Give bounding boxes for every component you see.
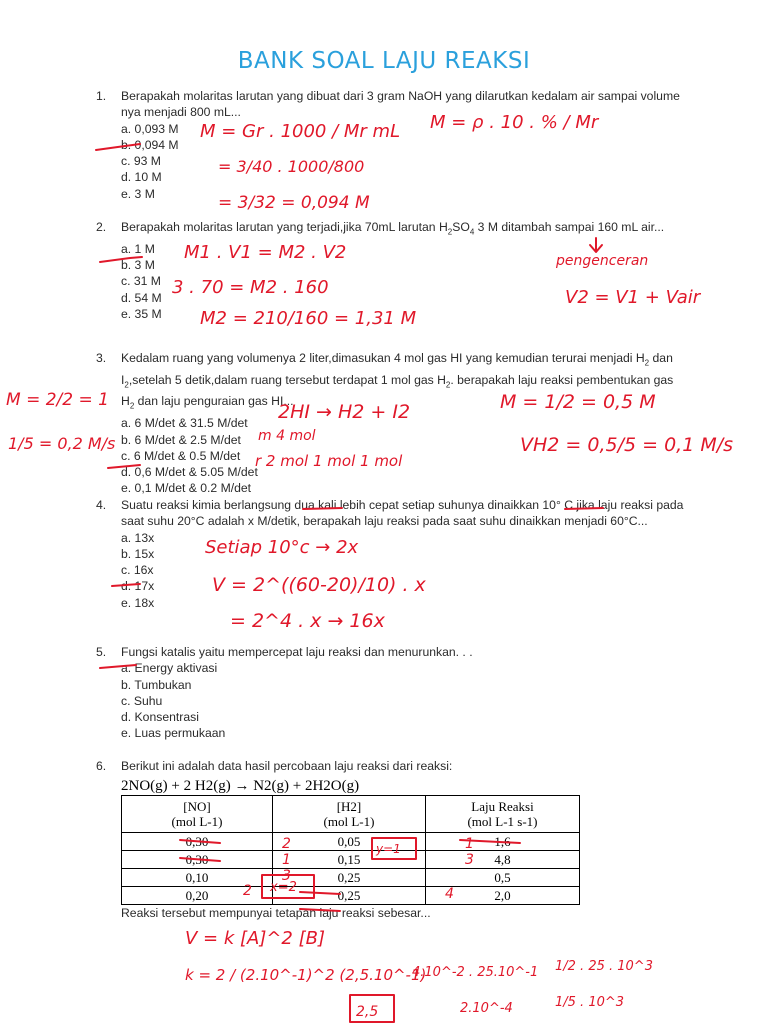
- hw-q6-answer-box: [350, 995, 394, 1022]
- experiment-data-table: [121, 795, 580, 905]
- option-b[interactable]: b. 0,094 M: [121, 137, 179, 152]
- hw-q1-step-1: = 3/40 . 1000/800: [218, 157, 365, 176]
- question-text: Fungsi katalis yaitu mempercepat laju reaksi dan menurunkan. . .: [121, 645, 473, 659]
- hw-q6-ratio-6: 2: [243, 883, 252, 899]
- column-header-no: [NO] (mol L-1): [122, 796, 273, 833]
- table-row: [122, 887, 580, 905]
- table-row: [122, 869, 580, 887]
- question-6-prompt: Reaksi tersebut mempunyai tetapan laju reaksi sebesar...: [121, 906, 431, 920]
- hw-q3-mol-start: m 4 mol: [258, 428, 316, 444]
- question-text: Berapakah molaritas larutan yang dibuat dari 3 gram NaOH yang dilarutkan kedalam air sampai volume nya menjadi 800 mL...: [121, 89, 680, 120]
- question-number: 5.: [96, 645, 107, 659]
- table-cell: 0,5: [426, 869, 580, 887]
- question-number: 1.: [96, 89, 107, 103]
- hw-q3-molarity: M = 2/2 = 1: [6, 390, 109, 410]
- option-e[interactable]: e. Luas permukaan: [121, 726, 226, 741]
- option-b[interactable]: b. 15x: [121, 546, 155, 561]
- option-a[interactable]: a. Energy aktivasi: [121, 661, 218, 676]
- hw-q3-concentration: M = 1/2 = 0,5 M: [500, 391, 656, 413]
- table-row: [122, 851, 580, 869]
- question-text: Berapakah molaritas larutan yang terjadi,jika 70mL larutan $H_2SO_4$ 3 M ditambah sampai 160 mL air...: [121, 220, 665, 237]
- option-a[interactable]: a. 13x: [121, 530, 155, 545]
- option-d[interactable]: d. Konsentrasi: [121, 710, 199, 725]
- hw-q1-formula-2: M = ρ . 10 . % / Mr: [430, 112, 599, 133]
- option-b[interactable]: b. 3 M: [121, 258, 155, 273]
- option-b[interactable]: b. 6 M/det & 2.5 M/det: [121, 432, 241, 447]
- table-header-row: [122, 796, 580, 833]
- hw-q3-reaction: 2HI → H2 + I2: [278, 401, 411, 423]
- table-row: [122, 833, 580, 851]
- question-text: Suatu reaksi kimia berlangsung dua kali lebih cepat setiap suhunya dinaikkan 10° C jika laju reaksi pada saat suhu 20°C adalah x M/detik, berapakah laju reaksi pada saat suhu dinaikkan menjadi 60°C...: [121, 498, 684, 529]
- option-c[interactable]: c. 6 M/det & 0.5 M/det: [121, 448, 241, 463]
- hw-q6-rate-law: V = k [A]^2 [B]: [185, 928, 325, 949]
- question-number: 3.: [96, 351, 107, 365]
- hw-q1-answer: = 3/32 = 0,094 M: [218, 193, 370, 213]
- hw-q6-answer: 2,5: [356, 1004, 379, 1020]
- question-1: [96, 88, 681, 202]
- hw-q2-answer: M2 = 210/160 = 1,31 M: [200, 308, 417, 329]
- table-cell: 0,25: [273, 869, 426, 887]
- question-number: 6.: [96, 759, 107, 773]
- hw-q1-formula-1: M = Gr . 1000 / Mr mL: [200, 121, 401, 142]
- option-c[interactable]: c. 31 M: [121, 274, 161, 289]
- hw-q4-answer: = 2^4 . x → 16x: [230, 610, 385, 632]
- option-e[interactable]: e. 3 M: [121, 186, 155, 201]
- table-cell: 0,30: [122, 833, 273, 851]
- table-cell: 0,15: [273, 851, 426, 869]
- question-2: [96, 219, 681, 322]
- question-text: Berikut ini adalah data hasil percobaan laju reaksi dari reaksi:: [121, 759, 453, 773]
- hw-q6-ratio-5: 3: [465, 852, 474, 868]
- hw-q3-mol-change: r 2 mol 1 mol 1 mol: [255, 452, 403, 470]
- option-d[interactable]: d. 17x: [121, 579, 155, 594]
- table-cell: 1,6: [426, 833, 580, 851]
- table-cell: 0,05: [273, 833, 426, 851]
- option-a[interactable]: a. 0,093 M: [121, 121, 179, 136]
- option-b[interactable]: b. Tumbukan: [121, 677, 192, 692]
- hw-q6-step-2: 1/2 . 25 . 10^3: [555, 959, 653, 974]
- hw-q6-step-1: 4.10^-2 . 25.10^-1: [412, 965, 539, 980]
- question-text: Kedalam ruang yang volumenya 2 liter,dimasukan 4 mol gas HI yang kemudian terurai menjadi $H_2$ dan $I_2,setelah$ 5 detik,dalam ruang tersebut terdapat 1 mol gas $H_2$. berapakah laju reaksi pembentukan gas $H_2$ dan laju penguraian gas HI...: [121, 351, 674, 411]
- question-5: [96, 644, 681, 742]
- option-c[interactable]: c. 16x: [121, 563, 154, 578]
- hw-q4-step: V = 2^((60-20)/10) . x: [212, 574, 426, 596]
- option-d[interactable]: d. 0,6 M/det & 5.05 M/det: [121, 465, 258, 480]
- column-header-rate: Laju Reaksi (mol L-1 s-1): [426, 796, 580, 833]
- hw-q6-ratio-7: 4: [445, 886, 454, 902]
- hw-q2-label: pengenceran: [556, 253, 649, 269]
- hw-q2-step: 3 . 70 = M2 . 160: [172, 277, 329, 298]
- table-cell: 0,25: [273, 887, 426, 905]
- table-cell: 0,20: [122, 887, 273, 905]
- hw-q6-x: x=2: [270, 880, 297, 895]
- hw-q6-ratio-1: 2: [282, 836, 291, 852]
- hw-q2-dilution: V2 = V1 + Vair: [565, 287, 701, 308]
- reaction-equation: 2NO(g) + 2 H2(g) → N2(g) + 2H2O(g): [121, 778, 360, 795]
- table-cell: 4,8: [426, 851, 580, 869]
- hw-q6-step-3: 2.10^-4: [460, 1001, 513, 1016]
- hw-q6-step-4: 1/5 . 10^3: [555, 995, 625, 1010]
- hw-q6-y: y=1: [376, 842, 401, 856]
- hw-q6-ratio-4: 1: [465, 836, 474, 852]
- option-d[interactable]: d. 10 M: [121, 170, 162, 185]
- table-cell: 0,30: [122, 851, 273, 869]
- table-cell: 2,0: [426, 887, 580, 905]
- option-e[interactable]: e. 35 M: [121, 306, 162, 321]
- hw-q6-k: k = 2 / (2.10^-1)^2 (2,5.10^-1): [185, 966, 427, 984]
- hw-q6-ratio-2: 1: [282, 852, 291, 868]
- hw-q2-formula: M1 . V1 = M2 . V2: [184, 242, 347, 263]
- option-a[interactable]: a. 1 M: [121, 241, 155, 256]
- option-e[interactable]: e. 18x: [121, 595, 155, 610]
- question-4: [96, 497, 684, 611]
- option-d[interactable]: d. 54 M: [121, 290, 162, 305]
- question-3: [96, 350, 681, 497]
- hw-q3-rate: VH2 = 0,5/5 = 0,1 M/s: [520, 434, 734, 456]
- option-c[interactable]: c. 93 M: [121, 154, 161, 169]
- page-title: BANK SOAL LAJU REAKSI: [237, 48, 531, 74]
- hw-q6-ratio-3: 3: [282, 868, 291, 884]
- question-6: [96, 758, 681, 795]
- column-header-h2: [H2] (mol L-1): [273, 796, 426, 833]
- option-c[interactable]: c. Suhu: [121, 693, 163, 708]
- question-number: 4.: [96, 498, 107, 512]
- option-e[interactable]: e. 0,1 M/det & 0.2 M/det: [121, 481, 252, 496]
- hw-q4-rule: Setiap 10°c → 2x: [205, 537, 359, 558]
- question-number: 2.: [96, 220, 107, 234]
- option-a[interactable]: a. 6 M/det & 31.5 M/det: [121, 416, 248, 431]
- hw-q3-rate-left: 1/5 = 0,2 M/s: [8, 434, 116, 453]
- table-cell: 0,10: [122, 869, 273, 887]
